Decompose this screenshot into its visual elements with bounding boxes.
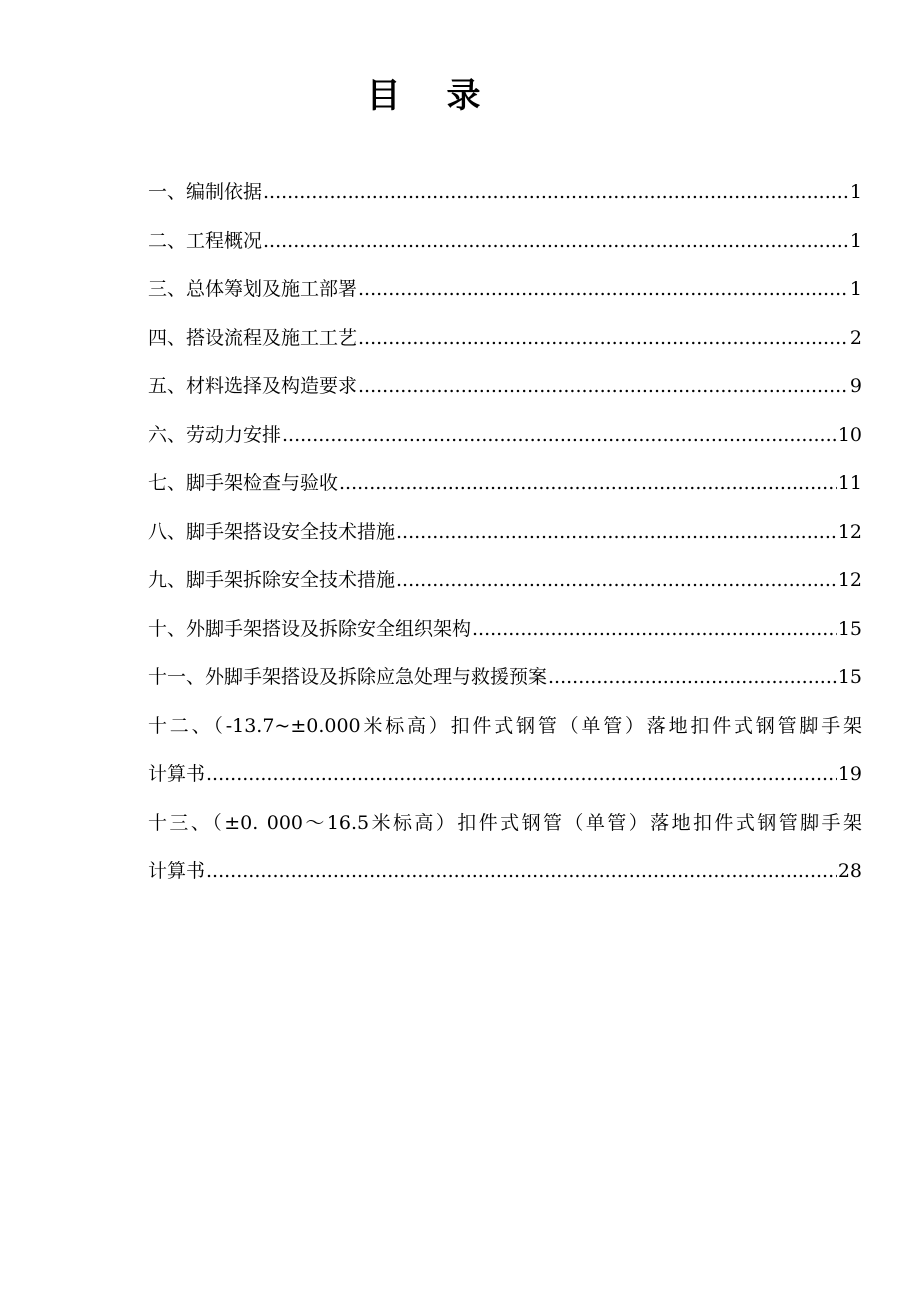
toc-entry-label: 三、总体筹划及施工部署 (148, 278, 358, 300)
toc-leader-dots (339, 459, 837, 508)
toc-entry[interactable] (148, 168, 862, 217)
toc-entry-wrapped-first-line[interactable] (148, 702, 862, 751)
toc-leader-dots (358, 314, 849, 363)
toc-leader-dots (282, 411, 837, 460)
toc-entry-page: 1 (849, 229, 862, 252)
toc-entry-label: 十二、（-13.7~±0.000米标高）扣件式钢管（单管）落地扣件式钢管脚手架 (148, 714, 862, 737)
table-of-contents (148, 168, 862, 896)
toc-leader-dots (206, 847, 837, 896)
toc-entry-label: 八、脚手架搭设安全技术措施 (148, 520, 396, 543)
toc-entry-label: 七、脚手架检查与验收 (148, 472, 339, 494)
toc-entry-page: 12 (837, 520, 862, 543)
toc-entry-page: 15 (837, 666, 862, 688)
toc-entry-wrapped-second-line[interactable] (148, 847, 862, 896)
toc-entry-page: 28 (837, 860, 862, 882)
toc-entry-label: 六、劳动力安排 (148, 423, 282, 446)
toc-entry-wrapped-second-line[interactable] (148, 750, 862, 799)
toc-entry-label: 十一、外脚手架搭设及拆除应急处理与救援预案 (148, 666, 548, 688)
toc-entry-label: 五、材料选择及构造要求 (148, 375, 358, 397)
toc-entry-page: 11 (837, 472, 862, 494)
toc-entry[interactable] (148, 605, 862, 654)
toc-entry[interactable] (148, 653, 862, 702)
toc-entry-label: 四、搭设流程及施工工艺 (148, 326, 358, 349)
toc-entry[interactable] (148, 459, 862, 508)
toc-leader-dots (263, 168, 849, 217)
toc-entry-label: 一、编制依据 (148, 181, 263, 203)
toc-entry-label: 九、脚手架拆除安全技术措施 (148, 569, 396, 591)
toc-entry[interactable] (148, 265, 862, 314)
toc-entry[interactable] (148, 411, 862, 460)
toc-leader-dots (548, 653, 837, 702)
toc-leader-dots (358, 265, 849, 314)
toc-entry[interactable] (148, 314, 862, 363)
toc-title: 目录 (366, 76, 527, 116)
toc-entry-label: 十三、（±0. 000～16.5米标高）扣件式钢管（单管）落地扣件式钢管脚手架 (148, 811, 862, 834)
toc-leader-dots (472, 605, 837, 654)
toc-entry-label: 十、外脚手架搭设及拆除安全组织架构 (148, 617, 472, 640)
toc-entry-page: 2 (849, 326, 862, 349)
toc-entry-page: 1 (849, 278, 862, 300)
toc-entry-page: 10 (837, 423, 862, 446)
toc-leader-dots (396, 556, 837, 605)
toc-leader-dots (396, 508, 837, 557)
toc-leader-dots (263, 217, 849, 266)
toc-entry-page: 19 (837, 763, 862, 785)
toc-entry-wrapped-first-line[interactable] (148, 799, 862, 848)
toc-entry-page: 1 (849, 181, 862, 203)
toc-leader-dots (358, 362, 849, 411)
toc-entry[interactable] (148, 556, 862, 605)
toc-entry-page: 12 (837, 569, 862, 591)
toc-entry[interactable] (148, 508, 862, 557)
toc-entry-label: 二、工程概况 (148, 229, 263, 252)
toc-entry[interactable] (148, 217, 862, 266)
toc-entry-label-continued: 计算书 (148, 763, 206, 785)
toc-entry-page: 15 (837, 617, 862, 640)
toc-leader-dots (206, 750, 837, 799)
toc-entry-page: 9 (849, 375, 862, 397)
toc-entry-label-continued: 计算书 (148, 860, 206, 882)
toc-entry[interactable] (148, 362, 862, 411)
